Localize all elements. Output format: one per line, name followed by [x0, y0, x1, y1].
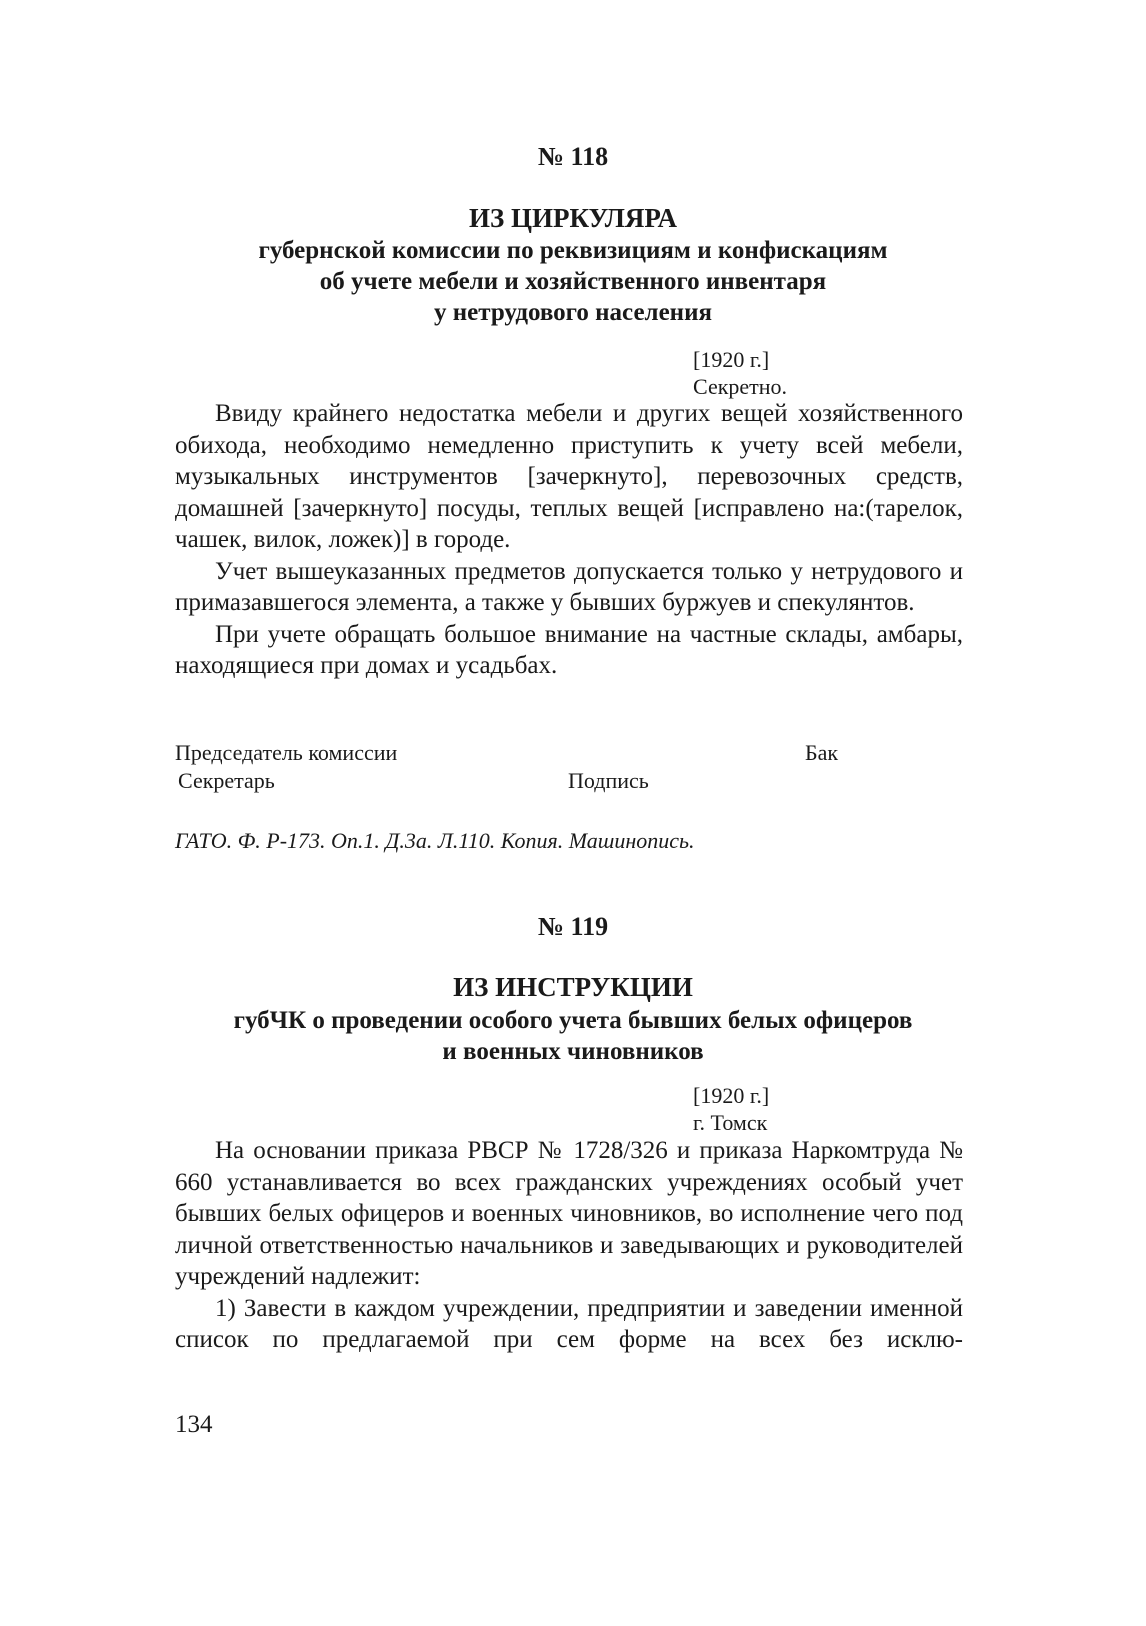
doc119-paragraph: На основании приказа РВСР № 1728/326 и приказа Наркомтруда № 660 устанавливается во всех гражданских учреждениях особый учет бывших белых офицеров и военных чиновников, во исполнение чего под личной ответственностью начальников и заведывающих и руководителей учреждений надлежит: — [175, 1137, 963, 1290]
chair-name: Бак — [805, 740, 839, 765]
doc118-paragraph: Учет вышеуказанных предметов допускается только у нетрудового и примазавшегося элемента, а также у бывших буржуев и спекулянтов. — [175, 557, 963, 616]
doc119-paragraph: 1) Завести в каждом учреждении, предприятии и заведении именной список по предлагаемой при сем форме на всех без исклю- — [175, 1294, 963, 1353]
page-number: 134 — [175, 1411, 213, 1438]
doc119-subtitle-line2: и военных чиновников — [442, 1038, 704, 1065]
doc118-subtitle-line2: об учете мебели и хозяйственного инвентаря — [319, 268, 827, 295]
doc119-place: г. Томск — [693, 1110, 768, 1135]
doc119-date: [1920 г.] — [693, 1083, 770, 1108]
doc118-subtitle-line3: у нетрудового населения — [433, 299, 713, 326]
doc118-date: [1920 г.] — [693, 347, 770, 372]
secretary-title: Секретарь — [178, 768, 275, 793]
doc119-body — [175, 1135, 963, 1356]
doc119-number: № 119 — [537, 912, 609, 941]
doc118-archive-reference: ГАТО. Ф. Р-173. Оп.1. Д.3а. Л.110. Копия. Машинопись. — [175, 828, 695, 853]
doc119-subtitle-line1: губЧК о проведении особого учета бывших белых офицеров — [233, 1007, 913, 1034]
doc118-body — [175, 398, 963, 682]
chair-title: Председатель комиссии — [175, 740, 398, 765]
doc118-number: № 118 — [537, 142, 609, 171]
doc118-paragraph: Ввиду крайнего недостатка мебели и других вещей хозяйственного обихода, необходимо немедленно приступить к учету всей мебели, музыкальных инструментов [зачеркнуто], перевозочных средств, домашней [зачеркнуто] посуды, теплых вещей [исправлено на:(тарелок, чашек, вилок, ложек)] в городе. — [175, 400, 963, 553]
doc118-subtitle-line1: губернской комиссии по реквизициям и конфискациям — [258, 237, 888, 264]
doc118-paragraph: При учете обращать большое внимание на частные склады, амбары, находящиеся при домах и усадьбах. — [175, 620, 963, 679]
doc118-classification: Секретно. — [693, 374, 788, 399]
secretary-signature: Подпись — [568, 768, 649, 793]
doc118-title: ИЗ ЦИРКУЛЯРА — [469, 203, 677, 233]
doc119-title: ИЗ ИНСТРУКЦИИ — [453, 972, 693, 1002]
